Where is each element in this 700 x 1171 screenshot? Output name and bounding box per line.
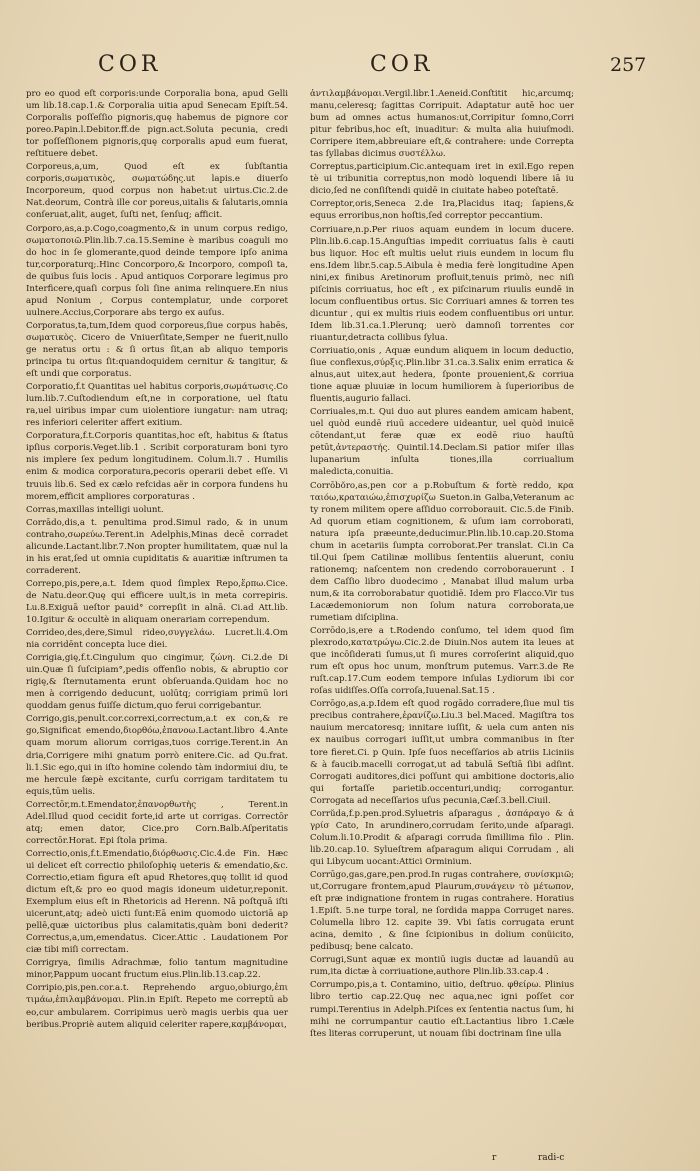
left-column [26, 88, 288, 1032]
dictionary-entry: Corporeus,a,um, Quod eſt ex ſubſtantia corporis,σωματικὸς, σωματώδης.ut lapis.e diuerſo Incorporeum, quod corpus non habet:ut uirtus.Cic.2.de Nat.deorum, Contrà ille cor poreus,uitalis & ſalutaris,omnia conſeruat,alit, auget, ſuſti net, ſenſuq; afficit. [26, 162, 288, 221]
dictionary-entry: Corporatus,ta,tum,Idem quod corporeus,ſiue corpus habēs, σωματικὸς. Cicero de Vniuerſitate,Semper ne fuerit,nullo ge neratus ortu : & ſi ortus ſit,an ab aliquo temporis principa tu ortus ſit:quandoquidem cernitur & tangitur, & eſt undi que corporatus. [26, 320, 288, 380]
page-number: 257 [610, 54, 647, 76]
dictionary-entry: Corras,maxillas intelligi uolunt. [26, 504, 164, 515]
dictionary-entry: Corriuatio,onis , Aquæ eundum aliquem in locum deductio, ſiue conflexus,σύρξις.Plin.libr 31.ca.3.Salix enim erratica & alnus,aut uitex,aut hedera, ſponte prouenient,& corriua tione aquæ pluuiæ in locum humiliorem à ſuperioribus de fluentis,augurio fallaci. [310, 345, 574, 405]
dictionary-entry: Corporatura,f.t.Corporis quantitas,hoc eſt, habitus & ſtatus ipſius corporis.Veget.lib.1 . Scribit corporaturam boni tyro nis implere ſex pedum longitudinem. Colum.li.7 . Humilis enim & modica corporatura,pecoris operarii debet eſſe. Vi truuis lib.6. Sed ex cælo refcidas aër in corpora fundens hu morem,efficit ampliores corporaturas . [26, 431, 288, 502]
dictionary-entry: Corrādo,dis,a t. penultima prod.Simul rado, & in unum contraho,σωρεύω.Terent.in Adelphis,Minas decē corradet alicunde.Lactant.libr.7.Non propter humilitatem, quæ nul la in his erat,ſed ut omnia cupiditatis & auaritiæ inſtrumen ta corraderent. [26, 517, 288, 576]
dictionary-entry: Corrōbŏro,as,pen cor a p.Robuſtum & fortè reddo, κρα ταιόω,κραταιώω,ἐπισχυρίζω Sueton.in Galba,Veteranum ac ty ronem militem opere aſſiduo corroborauit. Cic.5.de Finib. Ad quorum etiam cognitionem, & uſum iam corroborati, natura ipſa præeunte,deducimur.Plin.lib.10.cap.20.Stoma chum in acetariis ſumpta corroborat.Per translat. Ci.in Ca til.Qui ſpem Catilinæ mollibus ſententiis aluerunt, coniu rationemq; naſcentem non credendo corroborauerunt . I dem Caſſio libro duodecimo , Manabat illud malum urba num,& ita corroborabatur quotidiē. Idem pro Flacco.Vir tus Lacædemoniorum non ſolum natura corroborata,ue rumetiam diſciplina. [310, 480, 574, 624]
dictionary-entry: Corporo,as,a.p.Cogo,coagmento,& in unum corpus redigo, σωματοποιῶ.Plin.lib.7.ca.15.Semine è maribus coaguli mo do hoc in ſe glomerante,quod deinde tempore ipſo anima tur,corporaturq;.Hinc Concorporo,& Incorporo, compoſi ta, de quibus ſuis locis . Apud antiquos Corporare legimus pro Interficere,quaſi corpus ſoli ſine anima relinquere.En nius apud Nonium , Corpus contemplatur, unde corporet uulnere.Accius,Corporare abs tergo ex auſus. [26, 223, 288, 318]
dictionary-entry: Corriuare,n.p.Per riuos aquam eundem in locum ducere. Plin.lib.6.cap.15.Anguſtias impedit corriuatus ſalis è cauti bus liquor. Hoc eſt multis uelut riuis eundem in locum flu ens.Idem libr.5.cap.5.Aibula è media ferè longitudine Apen nini,ex finibus Aretinorum profluit,tenuis primò, nec niſi piſcinis corriuatus, hoc eſt , ex piſcinarum riuulis eundē in locum confluentibus ortus. Sic Corriuari amnes & torren tes dicuntur , qui ex multis riuis eodem confluentibus ori untur. Idem lib.31.ca.1.Plerunq; uerò damnoſi torrentes cor riuantur,detracta collibus ſylua. [310, 224, 574, 343]
dictionary-entry: ἀντιλαμβάνομαι.Vergil.libr.1.Aeneid.Conſtitit hic,arcumq; manu,celeresq; ſagittas Corripuit. Adaptatur autē hoc uer bum ad omnes actus humanos:ut,Corripitur ſomno,Corri pitur febribus,hoc eſt, inuaditur: & multa alia huiuſmodi. Corripere item,abbreuiare eſt,& contrahere: unde Correpta tas ſyllabas dicimus συστέλλω. [310, 89, 574, 160]
dictionary-entry: Corrigrya, ſimilis Adrachmæ, folio tantum magnitudine minor,Pappum uocant fructum eius.Plin.lib.13.cap.22. [26, 958, 288, 981]
dictionary-entry: Correptor,oris,Seneca 2.de Ira,Placidus itaq; ſapiens,& equus erroribus,non hoſtis,ſed correptor peccantium. [310, 199, 574, 222]
page-footer [0, 1153, 700, 1167]
dictionary-entry: Corrideo,des,dere,Simul rideo,συγγελάω. Lucret.li.4.Om nia corridēnt concepta luce diei. [26, 628, 288, 651]
dictionary-entry: Correpo,pis,pere,a.t. Idem quod ſimplex Repo,ἕρπω.Cice. de Natu.deor.Quę qui efficere uult,is in meta correpiris. Lu.8.Exiguā ueſtor pauid° correpſit in alnā. Ci.ad Att.lib. 10.Igitur & occultè in aliquam onerariam corrependum. [26, 578, 288, 626]
signature-mark: r [492, 1153, 497, 1163]
dictionary-entry: Corrumpo,pis,a t. Contamino, uitio, deſtruo. φθείρω. Plinius libro tertio cap.22.Quę nec aqua,nec igni poſſet cor rumpi.Terentius in Adelph.Piſces ex ſententia nactus ſum, hi mihi ne corrumpantur cautio eſt.Lactantius libro 1.Cæle ſtes literas corruperunt, ut nouam ſibi doctrinam ſine ulla [310, 980, 574, 1039]
dictionary-entry: Corrigo,gis,penult.cor.correxi,correctum,a.t ex con,& re go,Significat emendo,διορθόω,ἐπανοω.Lactant.libro 4.Ante quam morum aliorum corrigas,tuos corrige.Terent.in An dria,Corrigere mihi gnatum porrò enitere.Cic. ad Qu.frat. li.1.Sic ego,qui in iſto homine colendo tàm indormiui diu, te me hercule ſæpè excitante, curſu corrigam tarditatem tu equis,tūm uelis. [26, 714, 288, 797]
catchword: radi-c [538, 1153, 565, 1163]
dictionary-entry: Corrūgo,gas,gare,pen.prod.In rugas contrahere, συνίσκμιῶ; ut,Corrugare frontem,apud Plaurum,συνάγειν τὸ μέτωπον, eſt præ indignatione frontem in rugas contrahere. Horatius 1.Epiſt. 5.ne turpe toral, ne ſordida mappa Corruget nares. Columella libro 12. capite 39. Vbi ſatis corrugata erunt acina, demito , & ſine ſcipionibus in dolium conüicito, pedibusq; bene calcato. [310, 870, 574, 953]
right-column [310, 88, 574, 1041]
header-center-title: COR [370, 52, 434, 77]
dictionary-entry: Correctio,onis,f.t.Emendatio,διόρθωσις.Cic.4.de Fin. Hæc ui delicet eſt correctio philoſophię ueteris & emendatio,&c. Correctio,etiam figura eſt apud Rhetores,quę tollit id quod dictum eſt,& pro eo quod magis idoneum uidetur,reponit. Exemplum eius eſt in Rhetoricis ad Herenn. Nā poſtquā iſti uicerunt,atq; adeò uicti ſunt:Eā enim quomodo uictoriā ap pellē,quæ uictoribus plus calamitatis,quàm boni dederit? Correctus,a,um,emendatus. Cicer.Attic . Laudationem Por ciæ tibi miſi correctam. [26, 848, 288, 956]
dictionary-entry: Corrŭda,f.p.pen.prod.Syluetris aſparagus , ἀσπάραγο & ἀ γρίσ Cato, In arundinero,corrudam ſerito,unde aſparagi. Colum.li.10.Prodit & aſparagi corruda ſimillima filo . Plin. lib.20.cap.10. Sylueſtrem aſparagum aliqui Corrudam , ali qui Libycum uocant:Attici Orminium. [310, 808, 574, 867]
dictionary-entry: Corripio,pis,pen.cor.a.t. Reprehendo arguo,obiurgo,ἐπι τιμάω,ἐπιλαμβάνομαι. Plin.in Epiſt. Repeto me correptū ab eo,cur ambularem. Corripimus uerò magis uerbis qua uer beribus.Propriè autem aliquid celeriter rapere,καμβάνομαι, [26, 983, 288, 1030]
dictionary-entry: Correptus,participium.Cic.antequam iret in exil.Ego repen tè ui tribunitia correptus,non modò loquendi libere iā iu dicio,ſed ne conſiſtendi quidē in ciuitate habeo poteſtatē. [310, 162, 574, 197]
dictionary-entry: pro eo quod eſt corporis:unde Corporalia bona, apud Gelli um lib.18.cap.1.& Corporalia uitia apud Senecam Epiſt.54. Corporalis poſſeſſio pignoris,quę habemus de pignore cor poreo.Papin.l.Debitor.ff.de pign.act.Soluta pecunia, credi tor poſſeſſionem pignoris,quę corporalis apud eum fuerat, reſtituere debet. [26, 89, 288, 160]
dictionary-entry: Corrōgo,as,a.p.Idem eſt quod rogādo corradere,ſiue mul tis precibus contrahere,ἐρανίζω.Liu.3 bel.Maced. Magiſtra tos nauium mercatoresq; innitare iuſſit, & uela cum anten nis ex nauibus corrogari iuſſit,ut umbra commanibus in ſter tore fieret.Ci. p Quin. Ipſe ſuos neceſſarios ab atriis Liciniis & à faucib.macelli corrogat,ut ad tabulā Seſtiā ſibi adſint. Corrogati auditores,dici poſſunt qui ambitione doctoris,alio qui fortaſſe parietib.occenturi,undiq; corrogantur. Corrogata ad neceſſarios uſus pecunia,Cæſ.3.bell.Ciuil. [310, 699, 574, 806]
header-left-title: COR [98, 52, 162, 77]
dictionary-entry: Corporatio,f.t Quantitas uel habitus corporis,σωμάτωσις.Co lum.lib.7.Cuſtodiendum eſt,ne in corporatione, uel ſtatu ra,uel uiribus impar cum uiolentiore iungatur: nam utraq; res inferiori celeriter affert exitium. [26, 382, 288, 429]
dictionary-entry: Corrugi,Sunt aquæ ex montiū iugis ductæ ad lauandū au rum,ita dictæ à corriuatione,authore Plin.lib.33.cap.4 . [310, 955, 574, 978]
dictionary-entry: Corriuales,m.t. Qui duo aut plures eandem amicam habent, uel quòd eundē riuū accedere uideantur, uel quòd inuicē cōtendant,ut feræ quæ ex eodē riuo hauſtū petūt,ἀντεραστής. Quintil.14.Declam.Si patior miſer illas lupanarium inſulta tiones,illa corriualium maledicta,conuitia. [310, 407, 574, 478]
dictionary-entry: Corrigia,gię,f.t.Cingulum quo cingimur, ζώνη. Ci.2.de Di uin.Quæ ſi ſuſcipiam°,pedis offenſio nobis, & abruptio cor rigię,& ſternutamenta erunt obſeruanda.Quidam hoc no men à corrigendo deducunt, uolūtq; corrigiam primū lori quoddam genus fuiſſe dictum,quo ferui corrigebantur. [26, 653, 288, 712]
running-header [0, 52, 700, 84]
dictionary-entry: Corrōdo,is,ere a t.Rodendo conſumo, tel idem quod ſim plexrodo,κατατρώγω.Cic.2.de Diuin.Nos autem ita leues at que incōſiderati ſumus,ut ſi mures corroſerint aliquid,quo rum eſt opus hoc unum, monſtrum putemus. Varr.3.de Re ruſt.cap.17.Cum eodem tempore inſulas Lydiorum ibi cor roſas uidiſſes.Oſſa corroſa,Iuuenal.Sat.15 . [310, 626, 574, 697]
dictionary-entry: Correctōr,m.t.Emendator,ἐπανορθωτὴς , Terent.in Adel.Illud quod cecidit forte,id arte ut corrigas. Correctōr atq; emen dator, Cice.pro Corn.Balb.Aſperitatis correctōr.Horat. Epi ſtola prima. [26, 799, 288, 846]
